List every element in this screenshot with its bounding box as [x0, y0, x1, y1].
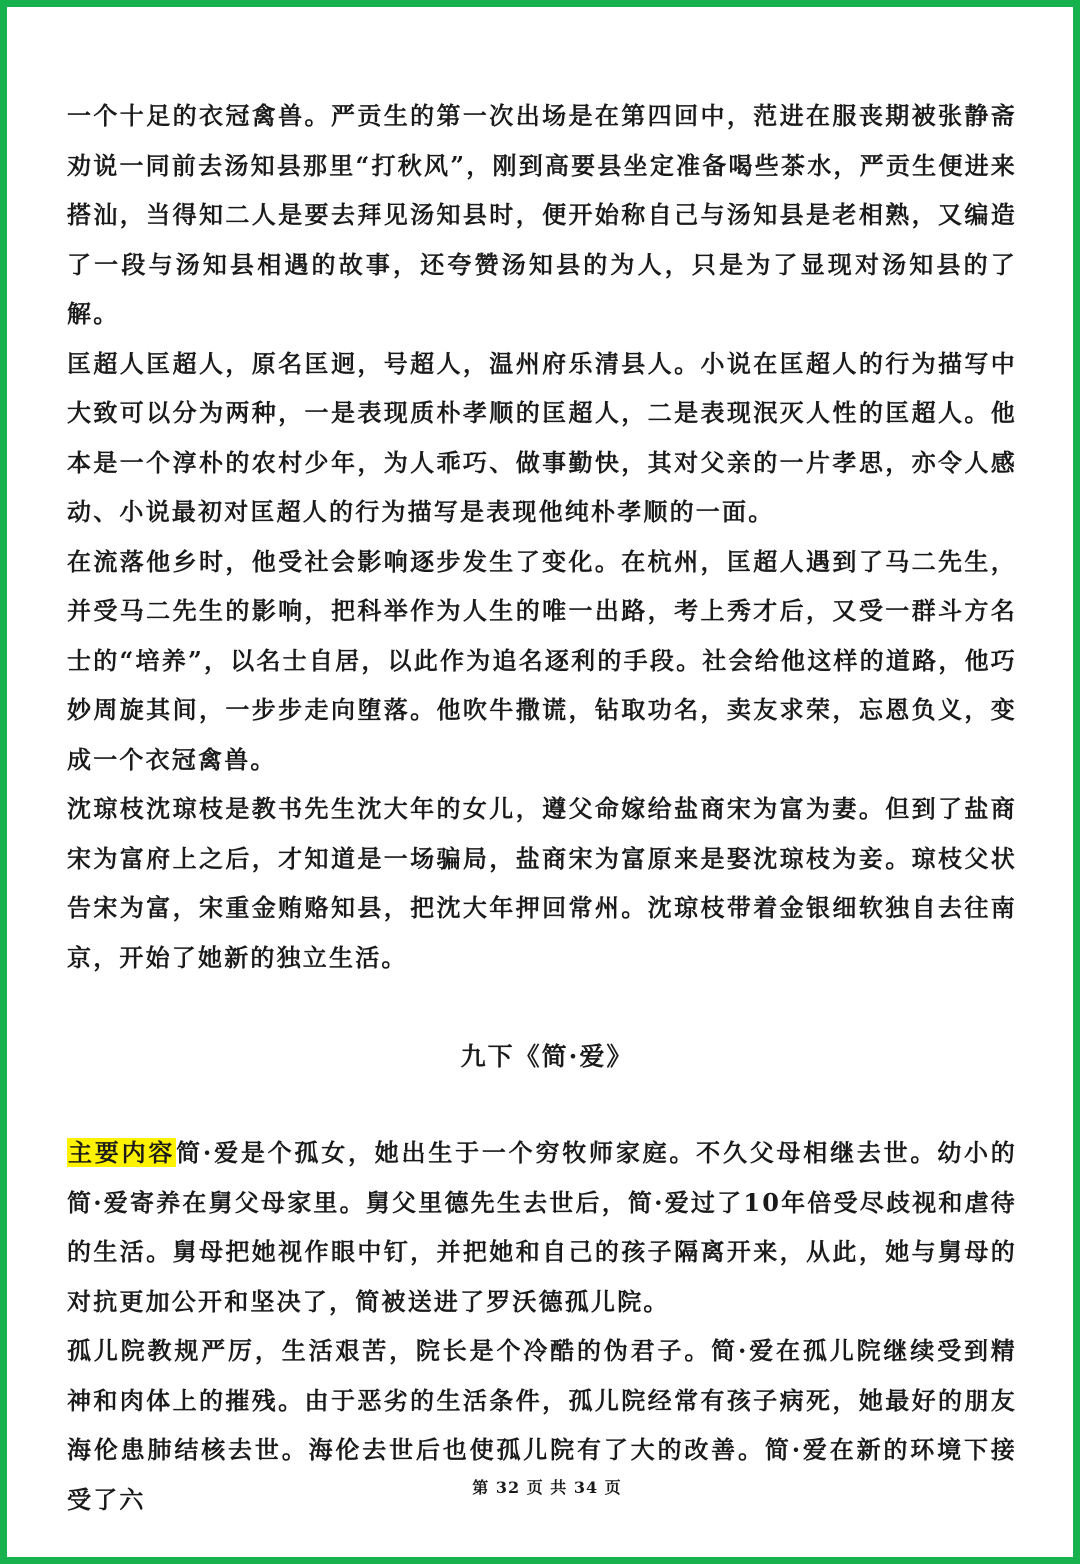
page-number: 第 32 页 共 34 页: [472, 1478, 622, 1497]
paragraph-shen-qiongzhi: 沈琼枝沈琼枝是教书先生沈大年的女儿，遵父命嫁给盐商宋为富为妻。但到了盐商宋为富府上之后，才知道是一场骗局，盐商宋为富原来是娶沈琼枝为妾。琼枝父状告宋为富，宋重金贿赂知县，把沈大年押回常州。沈琼枝带着金银细软独自去往南京，开始了她新的独立生活。: [67, 794, 1017, 972]
chapter-title: 九下《简·爱》: [460, 1042, 634, 1071]
paragraph-main-content: [67, 1128, 1017, 1326]
paragraph-kuang-chaoren-change: 在流落他乡时，他受社会影响逐步发生了变化。在杭州，匡超人遇到了马二先生，并受马二先生的影响，把科举作为人生的唯一出路，考上秀才后，又受一群斗方名士的“培养”，以名士自居，以此作为追名逐利的手段。社会给他这样的道路，他巧妙周旋其间，一步步走向堕落。他吹牛撒谎，钻取功名，卖友求荣，忘恩负义，变成一个衣冠禽兽。: [67, 546, 1017, 774]
paragraph-yan-gongsheng: 一个十足的衣冠禽兽。严贡生的第一次出场是在第四回中，范进在服丧期被张静斋劝说一同前去汤知县那里“打秋风”，刚到高要县坐定准备喝些茶水，严贡生便进来搭汕，当得知二人是要去拜见汤知县时，便开始称自己与汤知县是老相熟，又编造了一段与汤知县相遇的故事，还夸赞汤知县的为人，只是为了显现对汤知县的了解。: [67, 101, 1017, 328]
paragraph-orphanage: 孤儿院教规严厉，生活艰苦，院长是个冷酷的伪君子。简·爱在孤儿院继续受到精神和肉体上的摧残。由于恶劣的生活条件，孤儿院经常有孩子病死，她最好的朋友海伦患肺结核去世。海伦去世后也使孤儿院有了大的改善。简·爱在新的环境下接受了六: [67, 1336, 1017, 1514]
rulin-characters-section: [67, 91, 1017, 982]
paragraph-kuang-chaoren-intro: 匡超人匡超人，原名匡迥，号超人，温州府乐清县人。小说在匡超人的行为描写中大致可以分为两种，一是表现质朴孝顺的匡超人，二是表现泯灭人性的匡超人。他本是一个淳朴的农村少年，为人乖巧、做事勤快，其对父亲的一片孝思，亦令人感动、小说最初对匡超人的行为描写是表现他纯朴孝顺的一面。: [67, 348, 1017, 526]
jane-eyre-section: [67, 1128, 1017, 1524]
main-content-label: 主要内容: [68, 1138, 176, 1167]
main-content-text: 简·爱是个孤女，她出生于一个穷牧师家庭。不久父母相继去世。幼小的简·爱寄养在舅父母家里。舅父里德先生去世后，简·爱过了10年倍受尽歧视和虐待的生活。舅母把她视作眼中钉，并把她和自己的孩子隔离开来，从此，她与舅母的对抗更加公开和坚决了，简被送进了罗沃德孤儿院。: [67, 1138, 1017, 1316]
